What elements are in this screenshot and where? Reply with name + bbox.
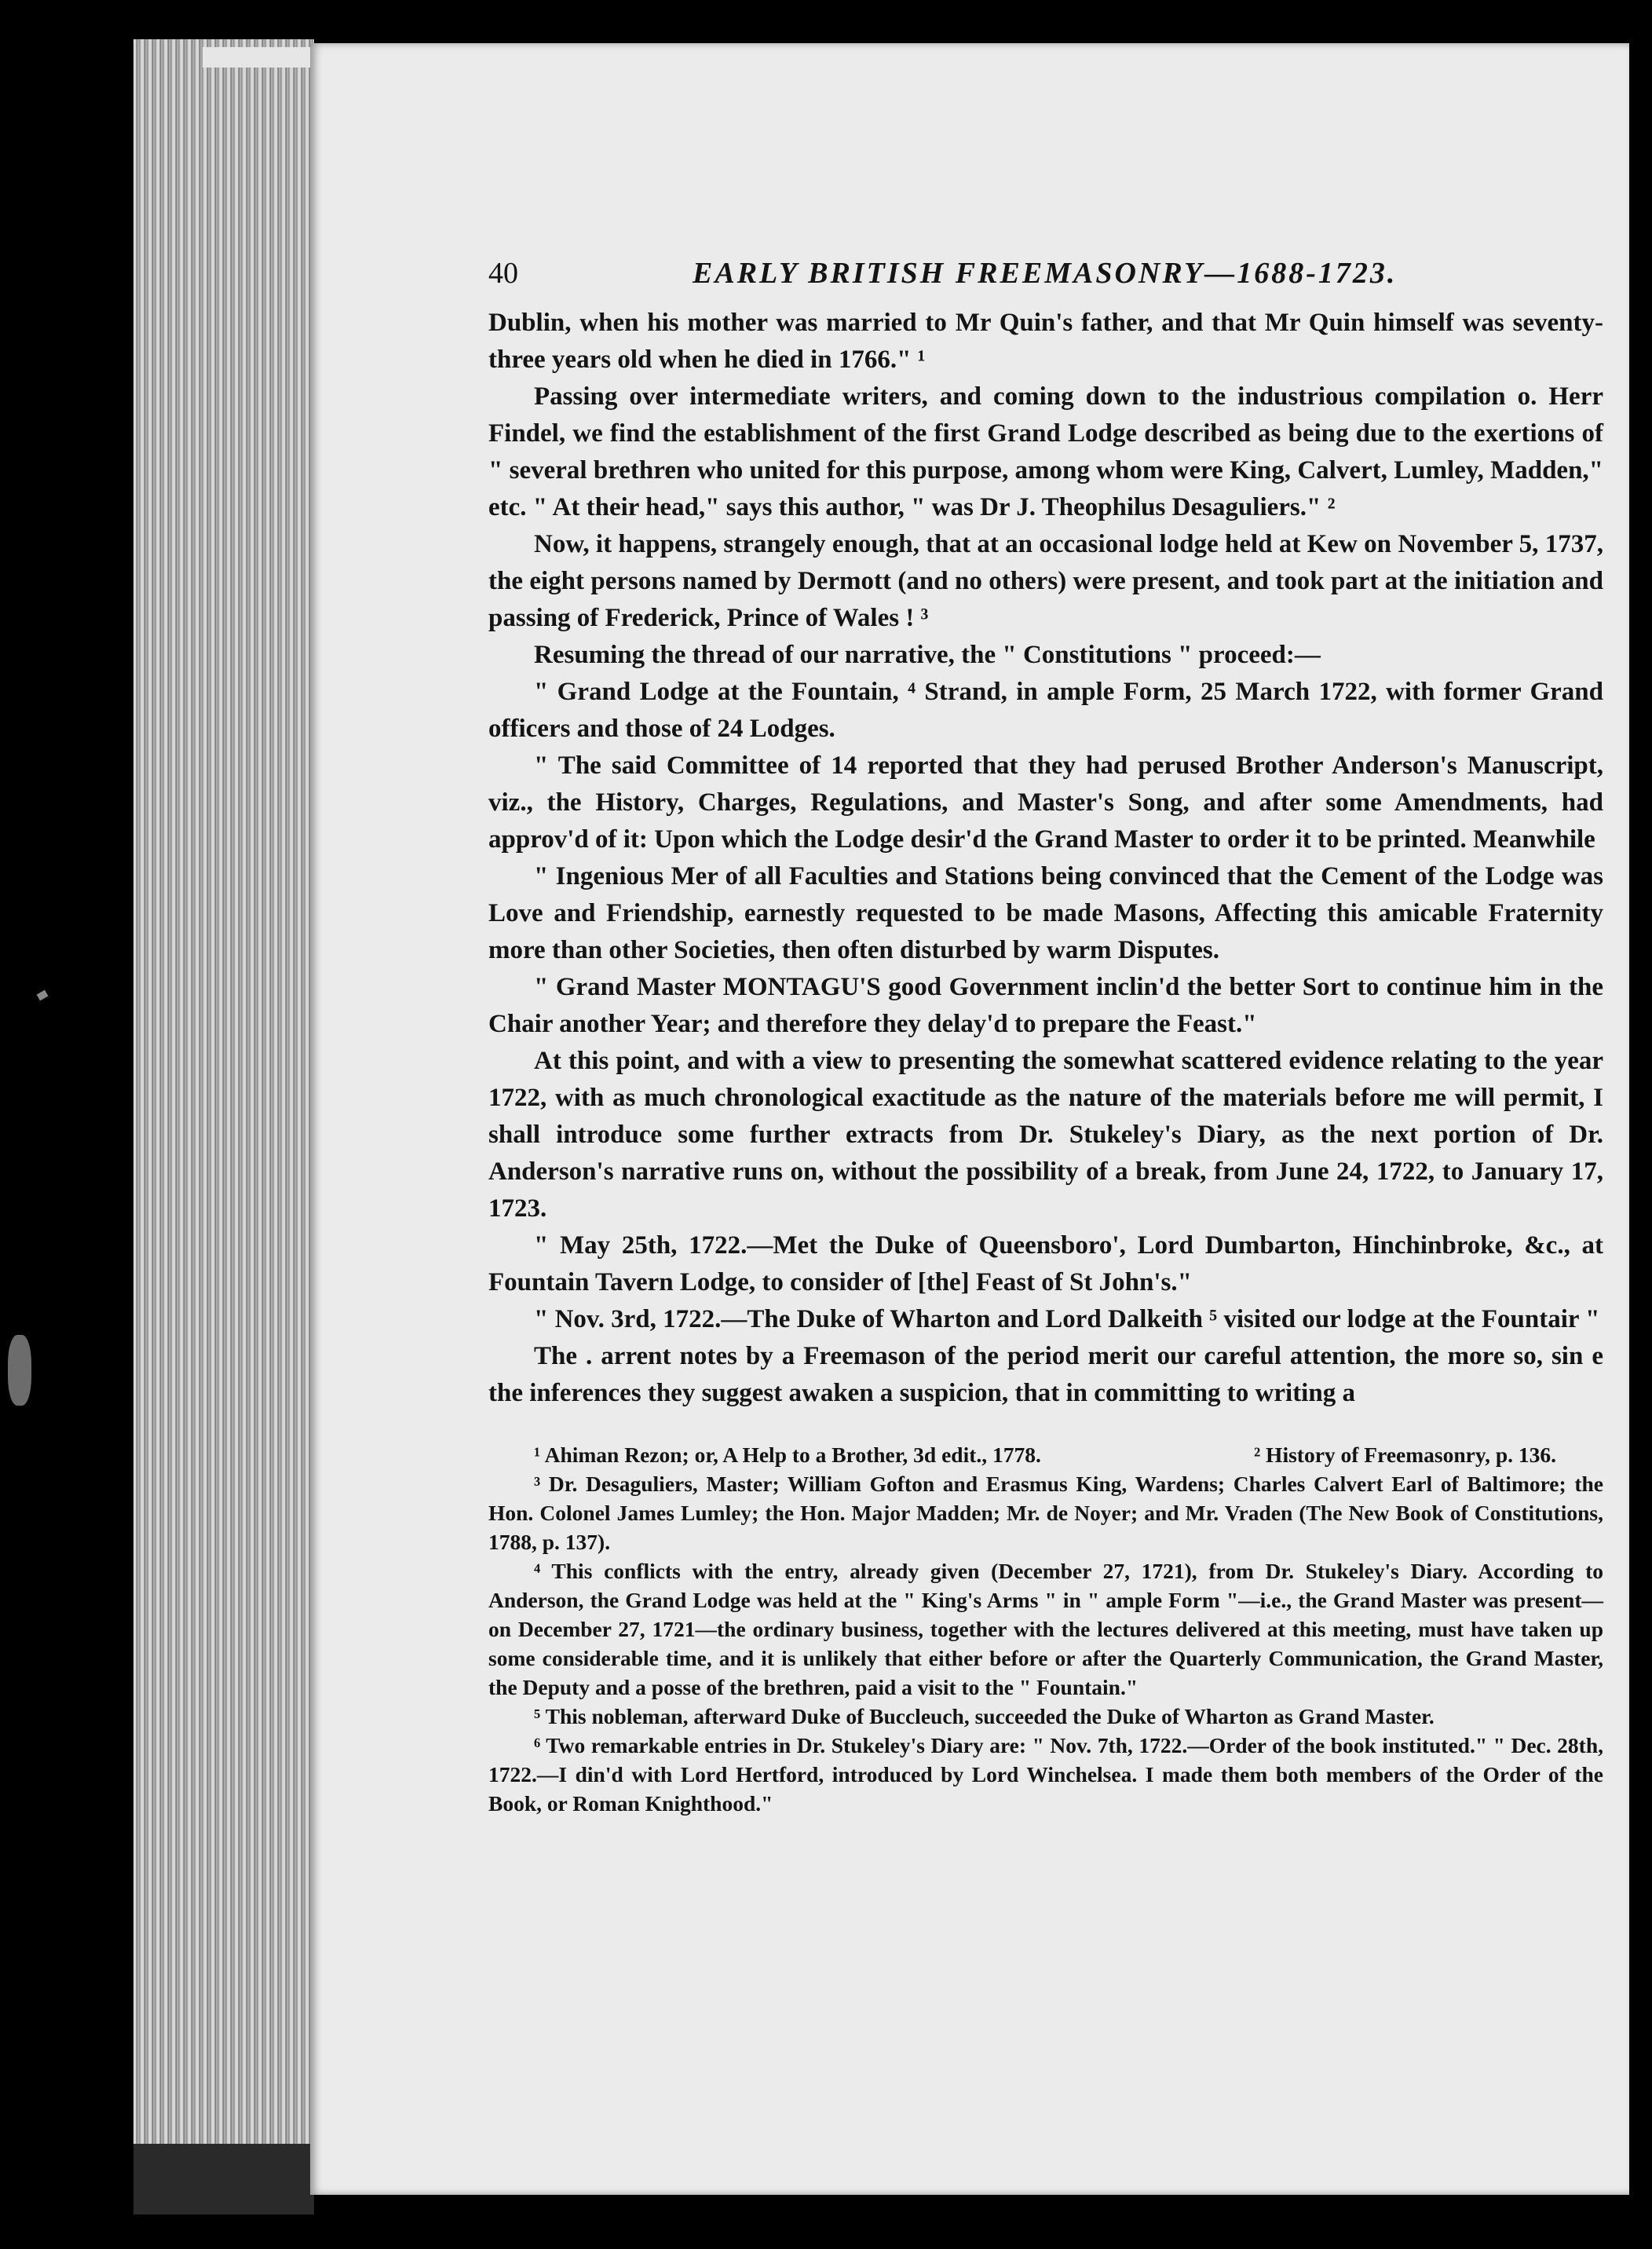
footnotes	[488, 1440, 1603, 1818]
paragraph: " Nov. 3rd, 1722.—The Duke of Wharton and Lord Dalkeith ⁵ visited our lodge at the Fountair "	[534, 1305, 1600, 1333]
paragraph: At this point, and with a view to presenting the somewhat scattered evidence relating to the year 1722, with as much chronological exactitude as the nature of the materials before me will permit, I shall introduce some further extracts from Dr. Stukeley's Diary, as the next portion of Dr. Anderson's narrative runs on, without the possibility of a break, from June 24, 1722, to January 17, 1723.	[488, 1047, 1603, 1223]
page-edge-top	[203, 47, 312, 68]
page-stack-edges	[133, 39, 314, 2214]
body-text	[488, 305, 1603, 1412]
page-number: 40	[488, 257, 518, 290]
paragraph: Now, it happens, strangely enough, that at an occasional lodge held at Kew on November 5, 1737, the eight persons named by Dermott (and no others) were present, and took part at the initiation and passing of Frederick, Prince of Wales ! ³	[488, 530, 1603, 632]
paragraph: Dublin, when his mother was married to Mr Quin's father, and that Mr Quin himself was seventy-three years old when he died in 1766." ¹	[488, 309, 1603, 374]
running-title: EARLY BRITISH FREEMASONRY—1688-1723.	[693, 257, 1398, 290]
paragraph: Passing over intermediate writers, and coming down to the industrious compilation o. Herr Findel, we find the establishment of the first Grand Lodge described as being due to the exertions of " several brethren who united for this purpose, among whom were King, Calvert, Lumley, Madden," etc. " At their head," says this author, " was Dr J. Theophilus Desaguliers." ²	[488, 382, 1603, 521]
paragraph: " Grand Master MONTAGU'S good Government inclin'd the better Sort to continue him in the Chair another Year; and therefore they delay'd to prepare the Feast."	[488, 973, 1603, 1038]
paragraph: " Grand Lodge at the Fountain, ⁴ Strand, in ample Form, 25 March 1722, with former Grand officers and those of 24 Lodges.	[488, 678, 1603, 743]
footnote-1: ¹ Ahiman Rezon; or, A Help to a Brother, 3d edit., 1778.	[534, 1443, 1041, 1467]
paragraph: " May 25th, 1722.—Met the Duke of Queensboro', Lord Dumbarton, Hinchinbroke, &c., at Fountain Tavern Lodge, to consider of [the] Feast of St John's."	[488, 1231, 1603, 1296]
page-content	[488, 250, 1603, 1818]
footnote-row	[488, 1440, 1603, 1469]
paragraph: The . arrent notes by a Freemason of the period merit our careful attention, the more so, sin e the inferences they suggest awaken a suspicion, that in committing to writing a	[488, 1342, 1603, 1407]
footnote-5: ⁵ This nobleman, afterward Duke of Buccleuch, succeeded the Duke of Wharton as Grand Master.	[534, 1704, 1435, 1728]
footnote-3: ³ Dr. Desaguliers, Master; William Gofton and Erasmus King, Wardens; Charles Calvert Earl of Baltimore; the Hon. Colonel James Lumley; the Hon. Major Madden; Mr. de Noyer; and Mr. Vraden (The New Book of Constitutions, 1788, p. 137).	[488, 1472, 1603, 1554]
footnote-2: ² History of Freemasonry, p. 136.	[1253, 1443, 1556, 1467]
footnote-6: ⁶ Two remarkable entries in Dr. Stukeley's Diary are: " Nov. 7th, 1722.—Order of the book instituted." " Dec. 28th, 1722.—I din'd with Lord Hertford, introduced by Lord Winchelsea. I made them both members of the Order of the Book, or Roman Knighthood."	[488, 1733, 1603, 1816]
running-header	[488, 250, 1603, 305]
scan-artifact	[8, 1335, 31, 1406]
paragraph: " Ingenious Mer of all Faculties and Stations being convinced that the Cement of the Lodge was Love and Friendship, earnestly requested to be made Masons, Affecting this amicable Fraternity more than other Societies, then often disturbed by warm Disputes.	[488, 862, 1603, 964]
paragraph: " The said Committee of 14 reported that they had perused Brother Anderson's Manuscript, viz., the History, Charges, Regulations, and Master's Song, and after some Amendments, had approv'd of it: Upon which the Lodge desir'd the Grand Master to order it to be printed. Meanwhile	[488, 751, 1603, 854]
scan-mark	[37, 990, 49, 1001]
footnote-4: ⁴ This conflicts with the entry, already given (December 27, 1721), from Dr. Stukeley's Diary. According to Anderson, the Grand Lodge was held at the " King's Arms " in " ample Form "—i.e., the Grand Master was present—on December 27, 1721—the ordinary business, together with the lectures delivered at this meeting, must have taken up some considerable time, and it is unlikely that either before or after the Quarterly Communication, the Grand Master, the Deputy and a posse of the brethren, paid a visit to the " Fountain."	[488, 1559, 1603, 1699]
paragraph: Resuming the thread of our narrative, the " Constitutions " proceed:—	[534, 641, 1321, 669]
